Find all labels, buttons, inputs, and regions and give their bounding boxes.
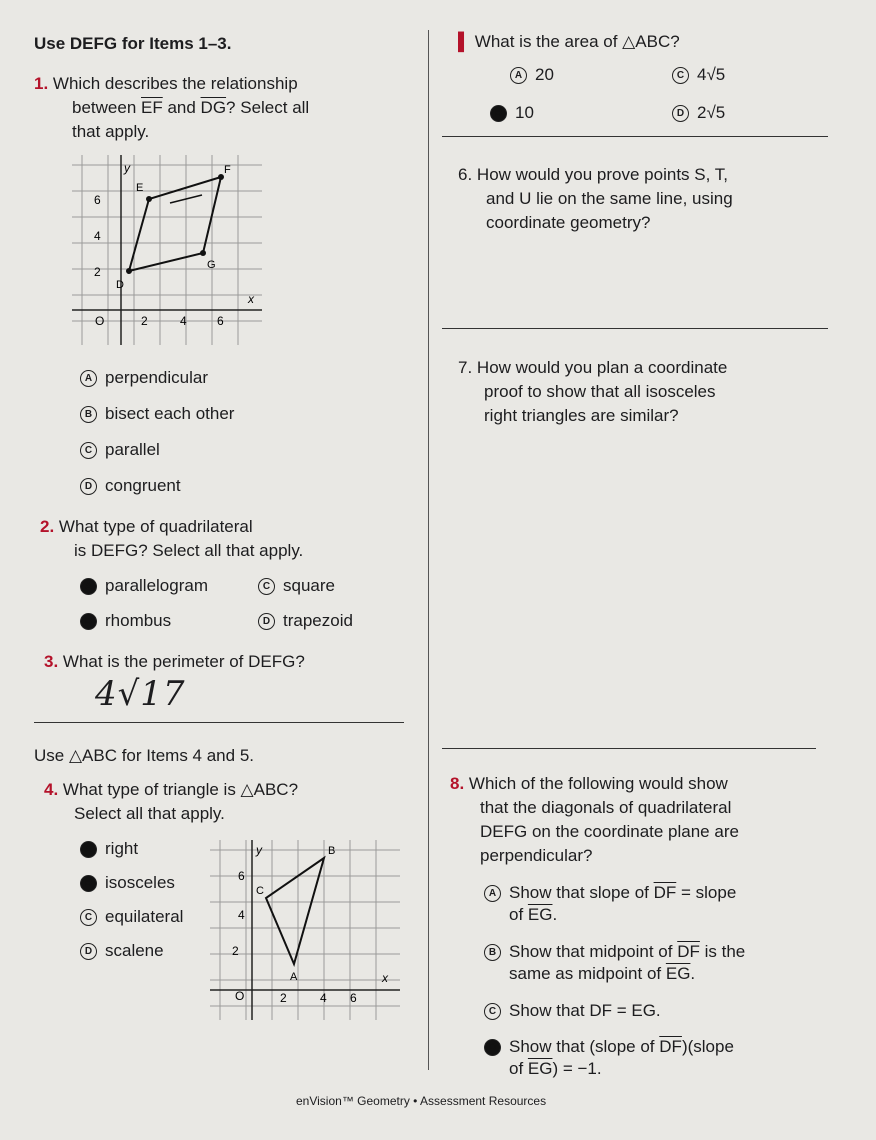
question-1-line2-mid: and [162,98,201,117]
q2-option-c-text: square [283,576,335,595]
q1-bubble-a: A [80,370,97,387]
q8-option-c[interactable] [484,1000,661,1022]
point-a-label: A [290,971,298,983]
q2-bubble-d: D [258,613,275,630]
question-2-number: 2. [40,517,55,536]
q8-option-d-seg: $\overline{DF}$ [659,1037,682,1056]
point-b-label: B [328,845,336,857]
question-3-number: 3. [44,652,59,671]
q4-option-c[interactable] [80,906,183,928]
q8-option-b[interactable] [484,941,745,985]
q4-bubble-d: D [80,943,97,960]
question-1-number: 1. [34,74,49,93]
area-bubble-c: C [672,67,689,84]
area-option-a-text: 20 [535,65,554,84]
q6-answer-line [442,328,828,329]
graph1-y-tick-4: 4 [94,229,101,243]
q1-option-d-text: congruent [105,476,181,495]
area-answer-line [442,136,828,137]
q2-option-b[interactable] [80,610,171,632]
question-7-line3: right triangles are similar? [484,406,679,425]
items-1-3-instruction: Use DEFG for Items 1–3. [34,34,232,53]
question-8-line4: perpendicular? [480,846,593,865]
q3-handwritten-answer: 4√17 [95,674,186,714]
question-4-line2: Select all that apply. [74,804,225,823]
q8-option-a-line2-post: . [552,905,558,924]
question-8-number: 8. [450,774,465,793]
area-option-d-text: 2√5 [697,103,726,122]
question-7-number: 7. [458,358,473,377]
graph2-axis-x-label: x [382,971,388,985]
question-6-number: 6. [458,165,473,184]
q1-bubble-b: B [80,406,97,423]
q4-option-b-text: isosceles [105,873,175,892]
area-bubble-b: B [490,105,507,122]
question-7-line1: How would you plan a coordinate [476,358,728,377]
area-option-c-text: 4√5 [697,65,726,84]
question-3 [44,650,305,674]
question-8-line1: Which of the following would show [468,774,728,793]
graph1-x-tick-6: 6 [217,314,224,328]
graph2-axis-y-label: y [256,843,262,857]
question-8-line3: DEFG on the coordinate plane are [480,822,739,841]
area-option-b-text: 10 [515,103,534,122]
graph1-x-tick-4: 4 [180,314,187,328]
point-c-label: C [256,885,264,897]
q8-option-d-post: )(slope [681,1037,734,1056]
q4-bubble-a: A [80,841,97,858]
question-6 [458,163,838,235]
area-question [458,30,680,53]
graph2-y-tick-2: 2 [232,944,239,958]
question-2 [40,515,420,563]
q2-bubble-a: A [80,578,97,595]
question-1-line3: that apply. [72,122,150,141]
q3-answer-line [34,722,404,723]
q1-bubble-c: C [80,442,97,459]
q2-option-a[interactable] [80,575,208,597]
question-4 [44,778,424,826]
point-g-label: G [207,259,216,271]
q8-bubble-b: B [484,944,501,961]
q2-option-d-text: trapezoid [283,611,353,630]
question-2-line2: is DEFG? Select all that apply. [74,541,304,560]
graph2-y-tick-6: 6 [238,869,245,883]
question-4-line1: What type of triangle is △ABC? [62,780,299,799]
graph1-y-tick-2: 2 [94,265,101,279]
q8-bubble-d: D [484,1039,501,1056]
q1-option-c-text: parallel [105,440,160,459]
q8-option-b-pre: Show that midpoint of [509,942,678,961]
question-8 [450,772,840,868]
q4-option-a[interactable] [80,838,138,860]
graph2-x-tick-2: 2 [280,991,287,1005]
q8-option-d-pre: Show that (slope of [509,1037,660,1056]
q8-option-a-seg: $\overline{DF}$ [653,883,677,902]
graph2-x-tick-4: 4 [320,991,327,1005]
q1-option-c[interactable] [80,439,160,461]
question-6-line3: coordinate geometry? [486,213,651,232]
q1-bubble-d: D [80,478,97,495]
question-1-line2-post: ? Select all [226,98,310,117]
q8-option-a-pre: Show that slope of [509,883,654,902]
q8-option-d[interactable] [484,1036,734,1080]
graph1-origin: O [95,314,105,328]
footer-credit: enVision™ Geometry • Assessment Resources [296,1094,547,1108]
q1-option-a-text: perpendicular [105,368,209,387]
graph2-y-tick-4: 4 [238,908,245,922]
q4-option-a-text: right [105,839,139,858]
area-option-b[interactable] [490,102,534,124]
graph-abc [210,840,400,1020]
graph1-x-tick-2: 2 [141,314,148,328]
question-7-line2: proof to show that all isosceles [484,382,716,401]
q8-option-a-line2-seg: $\overline{EG}$ [527,905,553,924]
q4-option-d-text: scalene [105,941,164,960]
point-f-label: F [224,164,231,176]
segment-ef: $\overline{EF}$ [141,98,163,117]
q4-bubble-c: C [80,909,97,926]
question-6-line1: How would you prove points S, T, [476,165,728,184]
q8-bubble-a: A [484,885,501,902]
column-divider [428,30,429,1070]
q8-option-a-post: = slope [676,883,737,902]
q2-bubble-c: C [258,578,275,595]
graph-defg [72,155,262,345]
question-2-line1: What type of quadrilateral [58,517,253,536]
q1-option-b-text: bisect each other [105,404,235,423]
graph2-x-tick-6: 6 [350,991,357,1005]
q8-option-a-line2-pre: of [509,905,528,924]
question-1-line1: Which describes the relationship [52,74,298,93]
question-1 [34,72,414,144]
q8-option-d-line2-seg: $\overline{EG}$ [527,1059,553,1078]
graph1-axis-x-label: x [248,292,254,306]
area-bubble-d: D [672,105,689,122]
question-4-number: 4. [44,780,59,799]
q7-answer-line [442,748,816,749]
point-d-label: D [116,279,124,291]
q2-option-c[interactable] [258,575,335,597]
q8-option-b-post: is the [699,942,746,961]
q8-option-c-text: Show that DF = EG. [509,1001,661,1020]
area-option-a[interactable] [510,64,554,86]
q1-option-b[interactable] [80,403,234,425]
q1-option-a[interactable] [80,367,208,389]
graph1-y-tick-6: 6 [94,193,101,207]
area-bubble-a: A [510,67,527,84]
q2-option-a-text: parallelogram [105,576,208,595]
q8-option-b-seg: $\overline{DF}$ [677,942,700,961]
question-3-text: What is the perimeter of DEFG? [62,652,305,671]
q8-option-d-line2-pre: of [509,1059,528,1078]
question-1-line2-pre: between [72,98,141,117]
area-option-c[interactable] [672,64,725,86]
q8-option-a[interactable] [484,882,736,926]
q4-option-b[interactable] [80,872,175,894]
area-question-text: What is the area of △ABC? [474,32,680,51]
q8-option-b-line2-post: . [690,964,696,983]
q8-option-d-line2-post: ) = −1. [552,1059,602,1078]
point-e-label: E [136,182,144,194]
q4-option-c-text: equilateral [105,907,184,926]
q4-option-d[interactable] [80,940,164,962]
q8-bubble-c: C [484,1003,501,1020]
q2-option-b-text: rhombus [105,611,172,630]
triangle-abc [266,858,324,964]
question-8-line2: that the diagonals of quadrilateral [480,798,732,817]
question-7 [458,356,838,428]
items-4-5-instruction: Use △ABC for Items 4 and 5. [34,746,254,765]
graph2-origin: O [235,989,245,1003]
q8-option-b-line2-pre: same as midpoint of [509,964,666,983]
q4-bubble-b: B [80,875,97,892]
q8-option-b-line2-seg: $\overline{EG}$ [665,964,691,983]
q2-option-d[interactable] [258,610,353,632]
segment-dg: $\overline{DG}$ [200,98,227,117]
area-question-marker: ▌ [458,32,471,51]
q1-option-d[interactable] [80,475,181,497]
area-option-d[interactable] [672,102,725,124]
question-6-line2: and U lie on the same line, using [486,189,733,208]
q2-bubble-b: B [80,613,97,630]
graph1-axis-y-label: y [124,161,130,175]
